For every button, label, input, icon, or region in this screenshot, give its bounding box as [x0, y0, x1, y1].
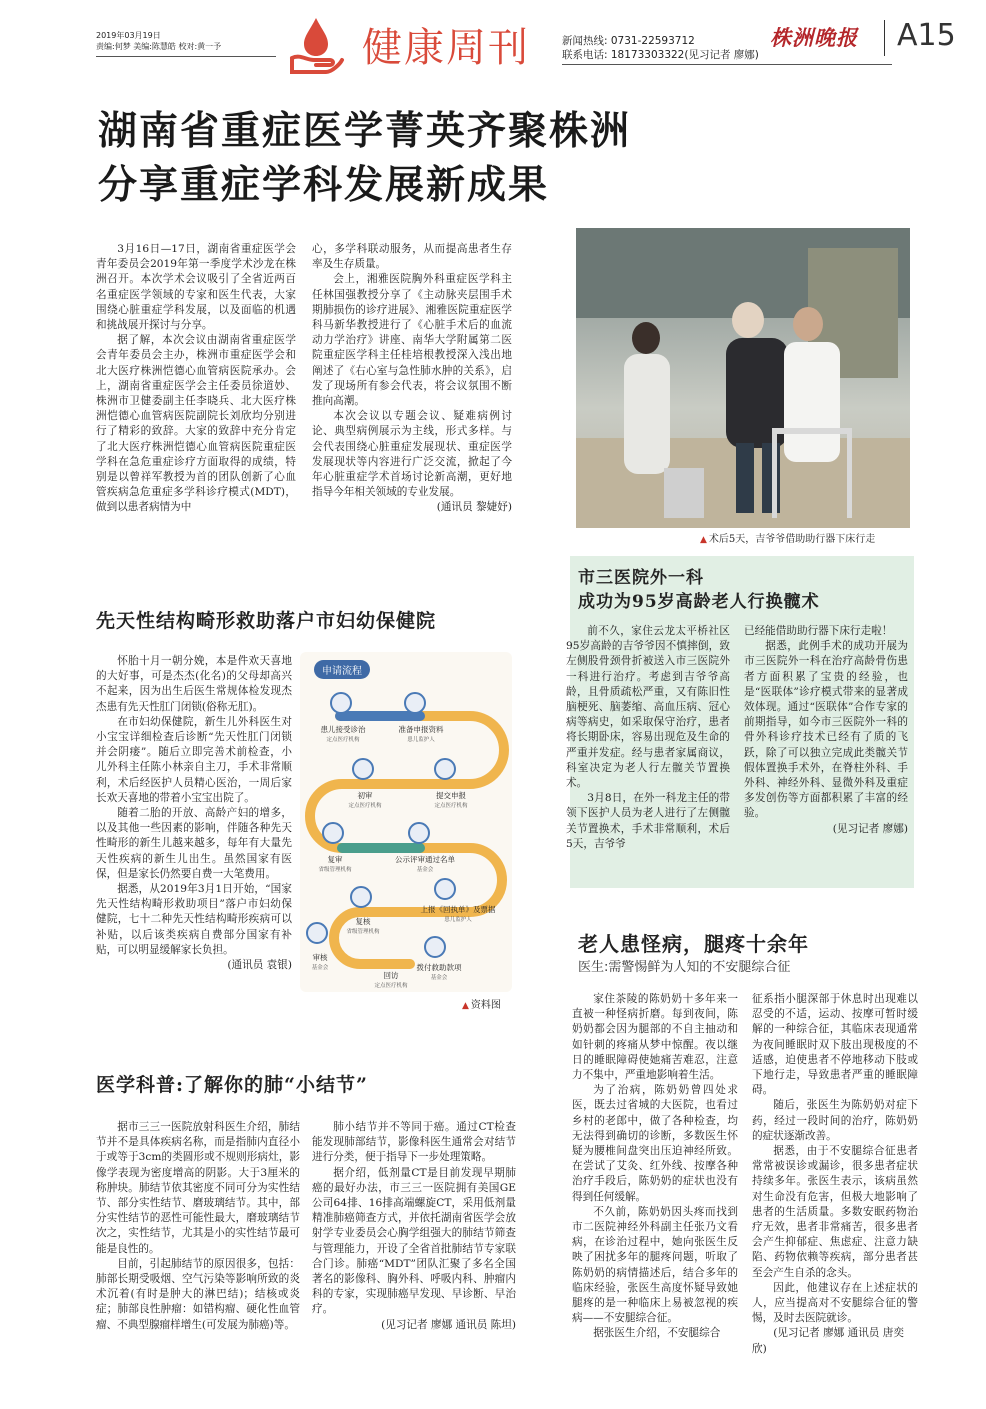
article1-col1	[96, 242, 296, 516]
article3-paragraph: 怀胎十月一朝分娩，本是件欢天喜地的大好事，可是杰杰(化名)的父母却高兴不起来，因为出生后医生常规体检发现杰杰患有先天性肛门闭锁(俗称无肛)。	[96, 655, 292, 713]
flow-step-label: 患儿接受诊治	[320, 725, 366, 734]
issue-date: 2019年03月19日	[96, 31, 161, 40]
flow-step-sub: 省级管理机构	[318, 867, 352, 873]
check-icon	[352, 758, 374, 780]
article4-paragraph: 目前，引起肺结节的原因很多，包括：肺部长期受吸烟、空气污染等影响所致的炎术沉着(有时是肿大的淋巴结)；结核或炎症；肺部良性肿瘤：如错构瘤、硬化性血管瘤、不典型腺瘤样增生(可发展为肺癌)等。	[96, 1257, 300, 1331]
article2-title	[578, 566, 820, 614]
article5-col1	[572, 992, 738, 1342]
flow-step-sub: 定点医疗机构	[434, 803, 468, 809]
article5-title: 老人患怪病，腿疼十余年	[578, 932, 809, 956]
flow-step	[410, 904, 506, 923]
article3-paragraph: 随着二胎的开放、高龄产妇的增多，以及其他一些因素的影响，伴随各种先天性畸形的新生儿越来越多，每年有大量先天性疾病的新生儿出生。虽然国家有医保，但是家长仍然要自费一大笔费用。	[96, 807, 292, 880]
article4-paragraph: 据市三三一医院放射科医生介绍，肺结节并不是具体疾病名称，而是指肺内直径小于或等于3cm的类圆形或不规则形病灶，影像学表现为密度增高的阴影。大于3厘米的称肿块。肺结节依其密度不同可分为实性结节、部分实性结节、磨玻璃结节。其中，部分实性结节的恶性可能性最大，磨玻璃结节次之，实性结节，尤其是小的实性结节最可能是良性的。	[96, 1121, 300, 1255]
article5-paragraph: 不久前，陈奶奶因头疼而找到市二医院神经外科副主任张乃文看病，在诊治过程中，她向张医生反映了困扰多年的腿疼问题，听取了陈奶奶的病情描述后，结合多年的临床经验，张医生高度怀疑导致她腿疼的是一种临床上易被忽视的疾病——不安腿综合征。	[572, 1205, 738, 1325]
flow-step	[416, 790, 486, 809]
flow-step-sub: 基金会	[430, 975, 448, 981]
flowchart-caption: ▲ 资料图	[462, 996, 501, 1011]
article2-col2	[744, 624, 908, 837]
flow-step-label: 审核	[312, 953, 328, 962]
article5-byline: (见习记者 廖娜 通讯员 唐奕欣)	[752, 1327, 904, 1355]
flow-step-sub: 省级管理机构	[346, 929, 380, 935]
flow-step	[330, 790, 400, 809]
article4-title: 医学科普:了解你的肺“小结节”	[96, 1074, 368, 1096]
recheck-icon	[350, 886, 372, 908]
article2-byline: (见习记者 廖娜)	[832, 822, 908, 835]
flow-step-label: 拨付救助款项	[416, 963, 462, 972]
flow-step-sub: 基金会	[311, 965, 329, 971]
article2-paragraph: 3月8日，在外一科龙主任的带领下医护人员为老人进行了左侧髋关节置换术，手术非常顺利，术后5天，吉爷爷	[566, 792, 730, 850]
masthead	[0, 0, 986, 78]
article2-paragraph: 据悉，此例手术的成功开展为市三医院外一科在治疗高龄骨伤患者方面积累了宝贵的经验，也是“医联体”诊疗模式带来的显著成效体现。通过“医联体”合作专家的前期指导，如今市三医院外一科的骨外科诊疗技术已经有了质的飞跃，除了可以独立完成此类髋关节假体置换手术外，在脊柱外科、手外科、神经外科、显微外科及重症多发创伤等方面都积累了丰富的经验。	[744, 640, 908, 820]
article5-paragraph: 家住茶陵的陈奶奶十多年来一直被一种怪病折磨。每到夜间，陈奶奶都会因为腿部的不自主抽动和如针刺的疼痛从梦中惊醒。夜以继日的睡眠障碍使她痛苦难忍，注意力不集中，严重地影响着生活。	[572, 993, 738, 1082]
masthead-rule-right	[562, 64, 892, 65]
application-flowchart	[300, 652, 512, 992]
article3-byline: (通讯员 袁银)	[227, 959, 292, 972]
flow-step	[356, 970, 426, 989]
article4-col2	[312, 1120, 516, 1333]
contact-info	[562, 34, 759, 62]
article5-paragraph: 征系指小腿深部于休息时出现难以忍受的不适，运动、按摩可暂时缓解的一种综合征，其临床表现通常为夜间睡眠时双下肢出现极度的不适感，迫使患者不停地移动下肢或下地行走，导致患者严重的睡眠障碍。	[752, 993, 918, 1097]
elderly-patient-photo	[576, 228, 910, 528]
flow-step	[308, 724, 378, 743]
person-icon	[330, 692, 352, 714]
headline-line-2: 分享重症学科发展新成果	[98, 162, 550, 208]
main-headline	[98, 104, 898, 212]
flow-step	[328, 916, 398, 935]
article4-byline: (见习记者 廖娜 通讯员 陈坦)	[381, 1318, 516, 1331]
article5-paragraph: 据张医生介绍，不安腿综合	[593, 1327, 721, 1340]
flow-step-label: 公示评审通过名单	[395, 855, 455, 864]
flow-step-label: 准备申报资料	[398, 725, 444, 734]
flow-step-label: 提交申报	[436, 791, 466, 800]
issue-meta	[96, 30, 221, 52]
article3-title: 先天性结构畸形救助落户市妇幼保健院	[96, 610, 437, 632]
article5-subtitle: 医生:需警惕鲜为人知的不安腿综合征	[578, 960, 791, 975]
article1-col2	[312, 242, 512, 516]
article2-paragraph: 前不久，家住云龙太平桥社区95岁高龄的吉爷爷因不慎摔倒，致左侧股骨颈骨折被送入市三医院外一科进行治疗。考虑到吉爷爷高龄，且骨质疏松严重，又有陈旧性脑梗死、脑萎缩、高血压病、冠心病等病史，如采取保守治疗，患者将长期卧床，容易出现危及生命的严重并发症。经与患者家属商议，科室决定为老人行左髋关节置换术。	[566, 625, 730, 790]
flow-step-sub: 定点医疗机构	[348, 803, 382, 809]
upload-icon	[434, 758, 456, 780]
paper-logo: 株洲晚报	[770, 25, 858, 50]
contact-phone: 联系电话: 18173303322(见习记者 廖娜)	[562, 49, 759, 61]
article4-paragraph: 肺小结节并不等同于癌。通过CT检查能发现肺部结节，影像科医生通常会对结节进行分类，便于指导下一步处理策略。	[312, 1121, 516, 1164]
article4-paragraph: 据介绍，低剂量CT是目前发现早期肺癌的最好办法，市三三一医院拥有美国GE公司64排、16排高端螺旋CT，采用低剂量精准肺癌筛查方式，并依托湖南省医学会放射学专业委员会心胸学组强大的肺结节筛查与管理能力，开设了全省首批肺结节专家联合门诊。肺癌“MDT”团队汇聚了多名全国著名的影像科、胸外科、呼吸内科、肿瘤内科的专家，实现肺癌早发现、早诊断、早治疗。	[312, 1166, 516, 1316]
flow-step	[300, 952, 340, 971]
news-hotline: 新闻热线: 0731-22593712	[562, 35, 695, 47]
headline-line-1: 湖南省重症医学菁英齐聚株洲	[98, 108, 632, 154]
receipt-icon	[434, 878, 456, 900]
section-title: 健康周刊	[362, 25, 530, 71]
article1-paragraph: 心，多学科联动服务，从而提高患者生存率及生存质量。	[312, 243, 512, 271]
flow-step-sub: 定点医疗机构	[374, 983, 408, 989]
audit-icon	[306, 922, 328, 944]
flow-step-sub: 定点医疗机构	[326, 737, 360, 743]
article5-col2	[752, 992, 918, 1357]
article5-paragraph: 据悉，由于不安腿综合征患者常常被误诊或漏诊，很多患者症状持续多年。张医生表示，该病虽然对生命没有危害，但极大地影响了患者的生活质量。多数安眠药物治疗无效，患者非常痛苦，很多患者会产生抑郁症、焦虑症、注意力缺陷、药物依赖等疾病，部分患者甚至会产生自杀的念头。	[752, 1145, 918, 1279]
flow-step-label: 复审	[327, 855, 343, 864]
page-number: A15	[897, 18, 956, 53]
payment-icon	[424, 936, 446, 958]
hand-drop-logo-icon	[286, 14, 346, 74]
article3-paragraph: 在市妇幼保健院，新生儿外科医生对小宝宝详细检查后诊断“先天性肛门闭锁并会阴瘘”。随后立即完善术前检查，小儿外科主任陈小林亲自主刀，手术非常顺利，术后经医护人员精心医治，一周后家长欢天喜地的带着小宝宝出院了。	[96, 715, 292, 804]
flow-step-label: 复核	[355, 917, 371, 926]
photo-illustration	[576, 228, 910, 528]
article5-paragraph: 随后，张医生为陈奶奶对症下药，经过一段时间的治疗，陈奶奶的症状逐渐改善。	[752, 1099, 918, 1142]
flow-step	[386, 724, 456, 743]
flow-step-sub: 基金会	[416, 867, 434, 873]
review-icon	[322, 822, 344, 844]
article1-paragraph: 会上，湘雅医院胸外科重症医学科主任林国强教授分享了《主动脉夹层围手术期肺损伤的诊疗进展》、湘雅医院重症医学科马新华教授进行了《心脏手术后的血流动力学治疗》讲座、南华大学附属第二医院重症医学科主任桂培根教授深入浅出地阐述了《右心室与急性肺水肿的关系》，启发了现场所有参会代表，将会议氛围不断推向高潮。	[312, 273, 512, 408]
document-icon	[404, 692, 426, 714]
article1-paragraph: 3月16日—17日，湖南省重症医学会青年委员会2019年第一季度学术沙龙在株洲召开。本次学术会议吸引了全省近两百名重症医学领域的专家和医生代表，大家围绕心脏重症学科发展，以及面临的机遇和挑战展开探讨与分享。	[96, 243, 296, 332]
article2-col1	[566, 624, 730, 852]
flow-step-label: 回访	[383, 971, 399, 980]
article1-byline: (通讯员 黎婕妤)	[436, 501, 512, 514]
masthead-rule-left	[96, 56, 276, 57]
flow-step	[390, 854, 460, 873]
editors-line: 责编:何梦 美编:陈慧皓 校对:黄一予	[96, 42, 222, 51]
flow-step-sub: 患儿监护人	[444, 917, 472, 923]
article2-paragraph: 已经能借助助行器下床行走啦！	[744, 625, 893, 637]
article5-paragraph: 因此，他建议存在上述症状的人，应当提高对不安腿综合征的警惕，及时去医院就诊。	[752, 1281, 918, 1325]
article2-title-line1: 市三医院外一科	[578, 568, 704, 588]
photo-caption: ▲ 术后5天，吉爷爷借助助行器下床行走	[700, 530, 875, 545]
article4-col1	[96, 1120, 300, 1333]
eye-icon	[408, 822, 430, 844]
article1-paragraph: 据了解，本次会议由湖南省重症医学会青年委员会主办，株洲市重症医学会和北大医疗株洲恺德心血管病医院承办。会上，湖南省重症医学会主任委员徐道妙、株洲市卫健委副主任李晓兵、北大医疗株洲恺德心血管病医院副院长刘欣均分别进行了精彩的致辞。大家的致辞中充分肯定了北大医疗株洲恺德心血管病医院重症医学科在急危重症诊疗方面取得的成绩，特别是以曾祥军教授为首的团队创新了心血管疾病急危重症多学科诊疗模式(MDT)，做到以患者病情为中	[96, 334, 296, 514]
page-number-separator	[884, 20, 885, 56]
flow-step-label: 上报《回执单》及票据	[420, 905, 496, 914]
article1-paragraph: 本次会议以专题会议、疑难病例讨论、典型病例展示为主线，形式多样。与会代表围绕心脏重症发展现状、重症医学发展现状等内容进行广泛交流，掀起了今年心脏重症学术首场讨论新高潮，更好地指导今年相关领域的专业发展。	[312, 410, 512, 499]
article3-body	[96, 654, 292, 973]
flow-step-sub: 患儿监护人	[407, 737, 435, 743]
flow-step	[300, 854, 370, 873]
article3-paragraph: 据悉，从2019年3月1日开始，“国家先天性结构畸形救助项目”落户市妇幼保健院，七十二种先天性结构畸形疾病可以补贴，以后该类疾病自费部分国家有补贴，可以明显缓解家长负担。	[96, 883, 292, 956]
article2-title-line2: 成功为95岁高龄老人行换髋术	[578, 592, 820, 612]
flowchart-badge: 申请流程	[314, 660, 370, 679]
article5-paragraph: 为了治病，陈奶奶曾四处求医，既去过省城的大医院，也看过乡村的老郎中，做了各种检查，均无法得到确切的诊断，多数医生怀疑为腰椎间盘突出压迫神经所致。在尝试了艾灸、红外线、按摩各种治疗手段后，陈奶奶的症状也没有得到任何缓解。	[572, 1084, 738, 1203]
flow-step-label: 初审	[357, 791, 373, 800]
